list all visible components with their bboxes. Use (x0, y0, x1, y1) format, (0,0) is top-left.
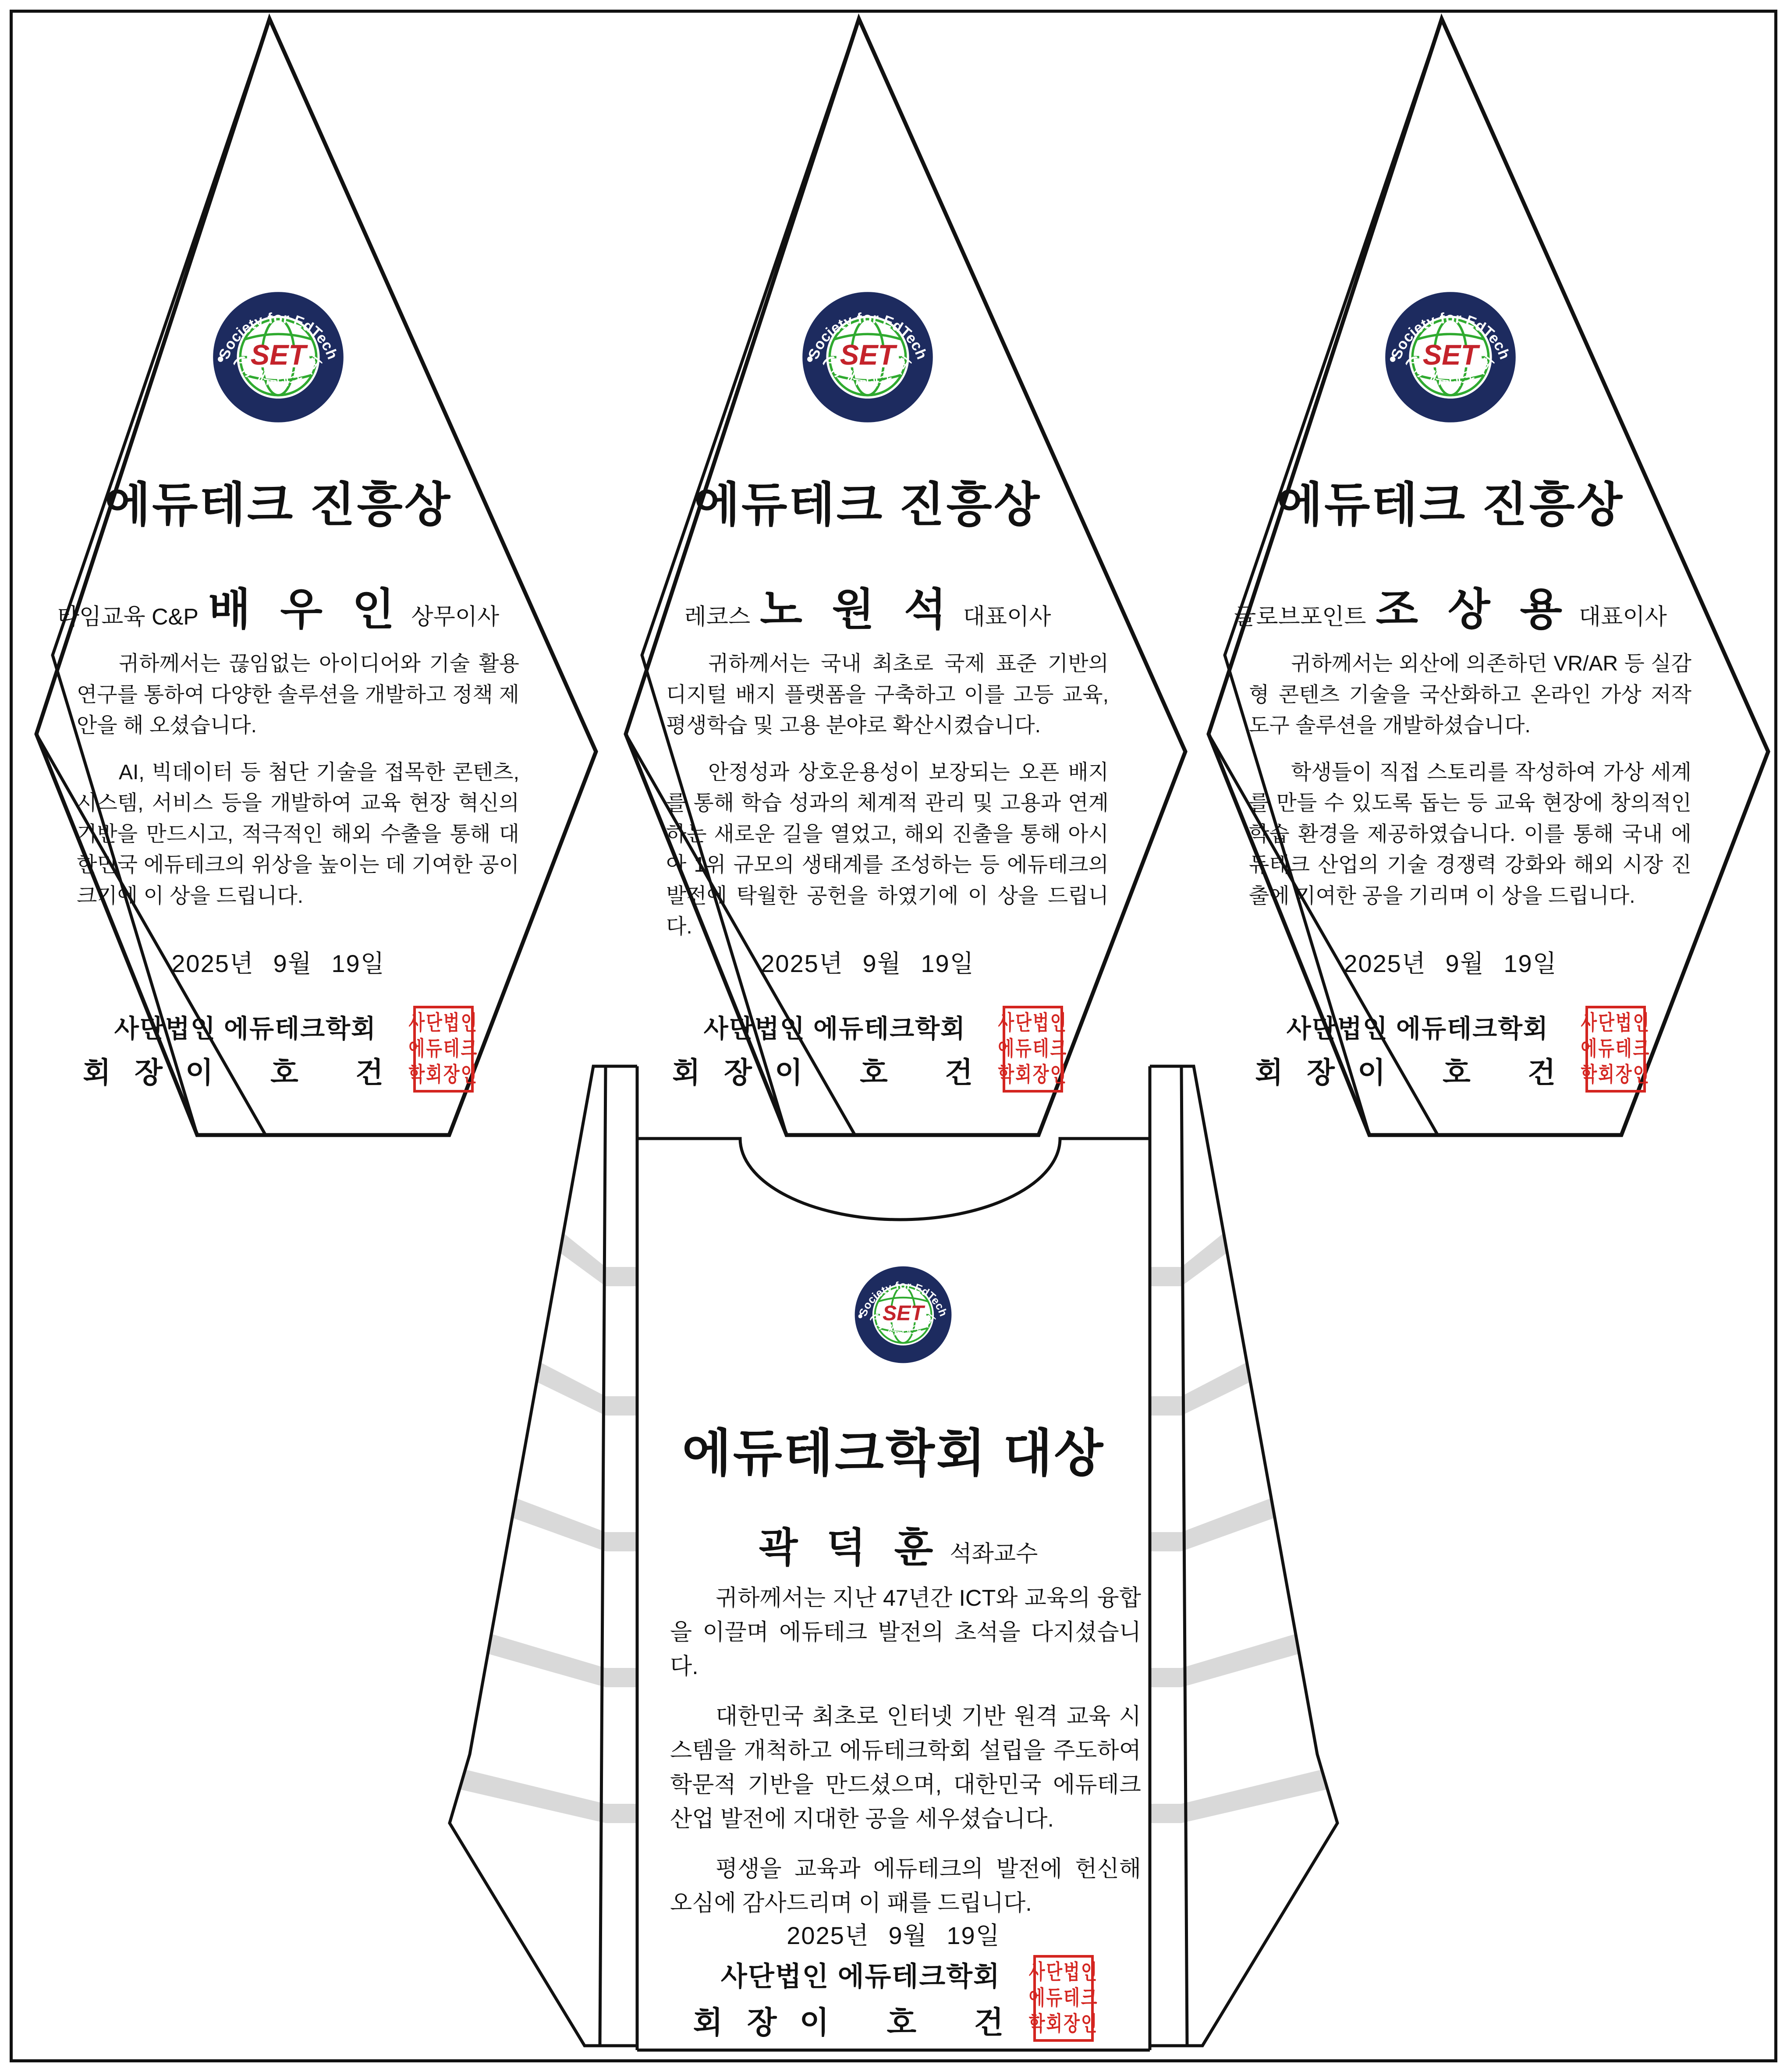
president-seal-stamp (1581, 1006, 1651, 1093)
right-wing (1150, 1066, 1337, 2050)
president-title: 회 장 (672, 1056, 760, 1089)
recipient-line (1183, 574, 1718, 637)
recipient-name: 조 상 용 (1376, 585, 1571, 634)
president-name: 이 호 건 (185, 1056, 408, 1089)
signature-org: 사단법인 에듀테크학회 (720, 1962, 1001, 1992)
citation-paragraph: 안정성과 상호운용성이 보장되는 오픈 배지를 통해 학습 성과의 체계적 관리 및 고용과 연계하는 새로운 길을 열었고, 해외 진출을 통해 아시아 1위 규모의 생태계를 조성하는 등 에듀테크의 발전에 탁월한 공헌을 하였기에 이 상을 드립니다. (666, 760, 1109, 939)
citation-paragraph: 귀하께서는 지난 47년간 ICT와 교육의 융합을 이끌며 에듀테크 발전의 초석을 다지셨습니다. (670, 1586, 1141, 1679)
recipient-role: 대표이사 (963, 604, 1051, 630)
seal-text: 사단법인 (998, 1011, 1068, 1035)
set-logo (853, 1264, 954, 1365)
citation-paragraph: 귀하께서는 국내 최초로 국제 표준 기반의 디지털 배지 플랫폼을 구축하고 이를 고등 교육, 평생학습 및 고용 분야로 확산시켰습니다. (666, 652, 1109, 738)
award-date: 2025년 9월 19일 (761, 950, 975, 977)
citation-paragraph: 귀하께서는 외산에 의존하던 VR/AR 등 실감형 콘텐츠 기술을 국산화하고 온라인 가상 저작 도구 솔루션을 개발하셨습니다. (1249, 652, 1691, 738)
recipient-name: 배 우 인 (208, 585, 404, 634)
award-title: 에듀테크 진흥상 (104, 478, 452, 531)
signature-president (83, 1049, 408, 1091)
citation-text (1249, 649, 1691, 927)
citation-paragraph: 대한민국 최초로 인터넷 기반 원격 교육 시스템을 개척하고 에듀테크학회 설립을 주도하여 학문적 기반을 만드셨으며, 대한민국 에듀테크 산업 발전에 지대한 공을 세우셨습니다. (670, 1704, 1141, 1832)
recipient-role: 상무이사 (411, 604, 500, 630)
citation-text (666, 649, 1109, 958)
award-date: 2025년 9월 19일 (787, 1922, 1000, 1949)
set-logo (800, 289, 936, 425)
award-title: 에듀테크학회 대상 (682, 1425, 1105, 1482)
recipient-name: 곽 덕 훈 (759, 1526, 942, 1570)
left-wing (450, 1066, 637, 2050)
recipient-role: 석좌교수 (950, 1541, 1038, 1567)
teardrop-plaque-1 (11, 11, 611, 1150)
recipient-name: 노 원 석 (760, 585, 955, 634)
citation-paragraph: 평생을 교육과 에듀테크의 발전에 헌신해 오심에 감사드리며 이 패를 드립니다. (670, 1856, 1141, 1916)
teardrop-plaque-3 (1183, 11, 1783, 1150)
recipient-role: 대표이사 (1578, 604, 1667, 630)
seal-text: 사단법인 (408, 1011, 479, 1035)
seal-text: 사단법인 (1581, 1011, 1651, 1035)
citation-text (77, 649, 519, 927)
president-name: 이 호 건 (1357, 1056, 1580, 1089)
seal-text: 학회장인 (408, 1064, 479, 1087)
signature-president (693, 1998, 1028, 2042)
teardrop-plaque-2 (600, 11, 1201, 1150)
award-date: 2025년 9월 19일 (1344, 950, 1557, 977)
president-name: 이 호 건 (799, 2005, 1028, 2040)
president-seal-stamp (1028, 1955, 1099, 2042)
citation-paragraph: 귀하께서는 끊임없는 아이디어와 기술 활용 연구를 통하여 다양한 솔루션을 개발하고 정책 제안을 해 오셨습니다. (77, 652, 519, 738)
recipient-line (600, 574, 1135, 637)
president-name: 이 호 건 (774, 1056, 997, 1089)
recipient-line (11, 574, 546, 637)
recipient-org: 레코스 (684, 604, 751, 630)
seal-text: 학회장인 (1028, 2013, 1099, 2036)
president-title: 회 장 (1255, 1056, 1343, 1089)
award-date: 2025년 9월 19일 (171, 950, 385, 977)
grand-prize-plaque (431, 1064, 1356, 2063)
seal-text: 사단법인 (1028, 1961, 1099, 1984)
seal-text: 에듀테크 (408, 1037, 479, 1061)
recipient-line (626, 1515, 1161, 1573)
award-title: 에듀테크 진흥상 (694, 478, 1042, 531)
signature-org: 사단법인 에듀테크학회 (703, 1014, 966, 1043)
president-title: 회 장 (83, 1056, 170, 1089)
award-title: 에듀테크 진흥상 (1276, 478, 1624, 531)
set-logo (1383, 289, 1518, 425)
signature-lines (693, 1955, 1028, 2042)
set-logo (210, 289, 346, 425)
seal-text: 학회장인 (998, 1064, 1068, 1087)
citation-text (670, 1581, 1141, 1936)
recipient-org: 글로브포인트 (1234, 604, 1366, 630)
seal-text: 에듀테크 (1028, 1987, 1099, 2010)
signature-org: 사단법인 에듀테크학회 (1286, 1014, 1549, 1043)
citation-paragraph: AI, 빅데이터 등 첨단 기술을 접목한 콘텐츠, 시스템, 서비스 등을 개발하여 교육 현장 혁신의 기반을 만드시고, 적극적인 해외 수출을 통해 대한민국 에듀테크의 위상을 높이는 데 기여한 공이 크기에 이 상을 드립니다. (77, 760, 519, 908)
seal-text: 학회장인 (1581, 1064, 1651, 1087)
signature-org: 사단법인 에듀테크학회 (114, 1014, 377, 1043)
signature-lines (83, 1008, 408, 1091)
seal-text: 에듀테크 (998, 1037, 1068, 1061)
signature-block (626, 1955, 1161, 2042)
citation-paragraph: 학생들이 직접 스토리를 작성하여 가상 세계를 만들 수 있도록 돕는 등 교육 현장에 창의적인 학습 환경을 제공하였습니다. 이를 통해 국내 에듀테크 산업의 기술 경쟁력 강화와 해외 시장 진출에 기여한 공을 기리며 이 상을 드립니다. (1249, 760, 1691, 908)
seal-text: 에듀테크 (1581, 1037, 1651, 1061)
president-title: 회 장 (693, 2005, 785, 2040)
recipient-org: 타임교육 C&P (57, 604, 199, 630)
